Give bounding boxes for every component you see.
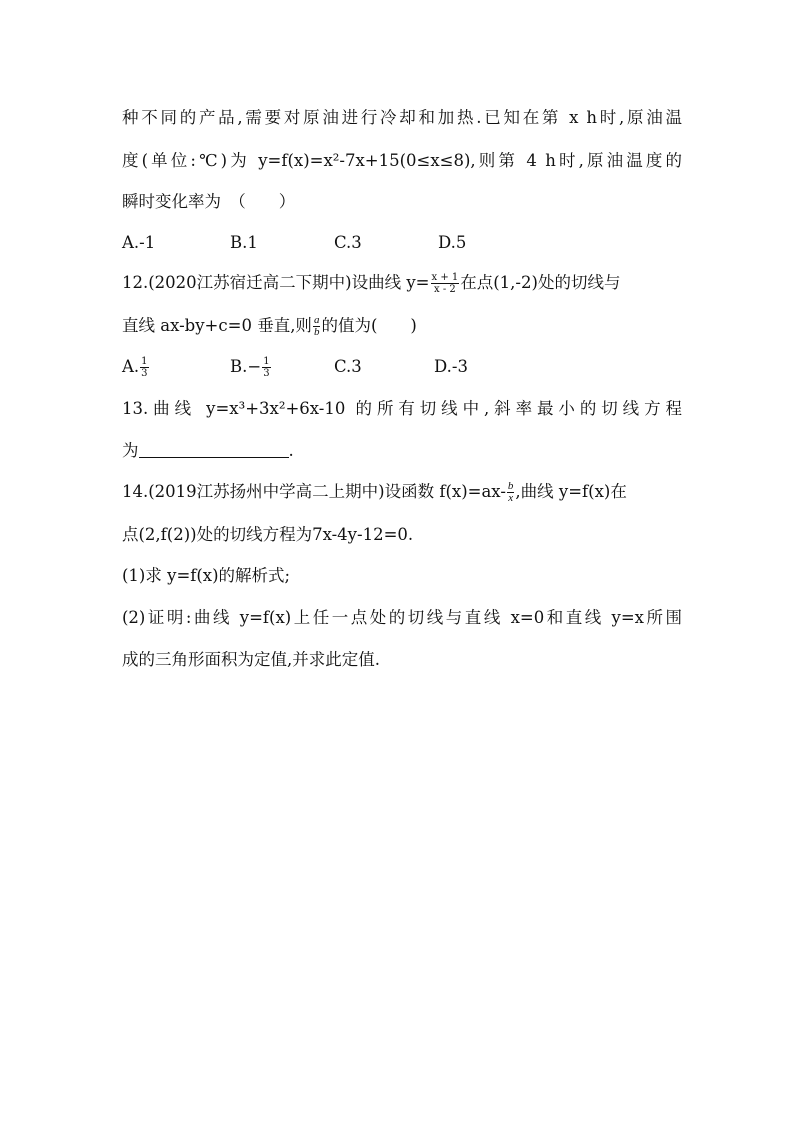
q12-option-b-numerator: 1 — [263, 356, 270, 367]
q12-option-a — [122, 356, 150, 379]
q14-part2-line1: (2)证明:曲线 y=f(x)上任一点处的切线与直线 x=0和直线 y=x所围 — [122, 608, 682, 627]
q12-options — [122, 356, 682, 380]
q14-line2: 点(2,f(2))处的切线方程为7x-4y-12=0. — [122, 525, 414, 544]
q12-line2 — [122, 315, 682, 338]
q11-option-d: D.5 — [438, 233, 467, 252]
q14-fraction-denominator: x — [508, 492, 514, 504]
q12-option-c: C.3 — [334, 357, 362, 376]
q13-line2-prefix: 为 — [122, 441, 139, 460]
q14-line1-prefix: 14.(2019江苏扬州中学高二上期中)设函数 f(x)=ax- — [122, 482, 506, 501]
q13-line1: 13.曲线 y=x³+3x²+6x-10 的所有切线中,斜率最小的切线方程 — [122, 399, 682, 418]
q12-option-a-denominator: 3 — [141, 368, 148, 379]
q12-option-b — [230, 356, 272, 379]
q12-option-a-fraction — [140, 356, 148, 379]
q12-option-d: D.-3 — [434, 357, 468, 376]
q12-fraction-denominator: x - 2 — [434, 284, 456, 295]
q12-option-b-denominator: 3 — [263, 368, 270, 379]
q11-options — [122, 232, 682, 254]
q12-option-b-label: B.− — [230, 357, 262, 376]
q12-line1-prefix: 12.(2020江苏宿迁高二下期中)设曲线 y= — [122, 273, 430, 292]
q11-option-b: B.1 — [230, 233, 258, 252]
q12-option-a-label: A. — [122, 357, 140, 376]
q12-line1 — [122, 272, 682, 295]
q14-part1: (1)求 y=f(x)的解析式; — [122, 566, 291, 585]
q11-option-a: A.-1 — [122, 233, 156, 252]
q12-option-b-fraction — [262, 356, 270, 379]
q12-fraction-numerator: x + 1 — [431, 272, 459, 283]
q12-curve-fraction — [431, 272, 460, 295]
q12-ratio-fraction — [313, 315, 321, 338]
q12-ratio-denominator: b — [313, 326, 320, 338]
q12-line1-suffix: 在点(1,-2)处的切线与 — [460, 273, 621, 292]
q12-line2-prefix: 直线 ax-by+c=0 垂直,则 — [122, 316, 312, 335]
q13-line2 — [122, 440, 682, 462]
q11-option-c: C.3 — [334, 233, 362, 252]
q14-fraction-numerator: b — [507, 480, 514, 492]
q14-b-over-x-fraction — [507, 481, 515, 504]
q14-part2-line2: 成的三角形面积为定值,并求此定值. — [122, 650, 380, 669]
q11-line1: 种不同的产品,需要对原油进行冷却和加热.已知在第 x h时,原油温 — [122, 108, 682, 127]
q13-line2-suffix: . — [288, 441, 294, 460]
q11-line3: 瞬时变化率为 （ ） — [122, 192, 296, 211]
q14-line1-suffix: ,曲线 y=f(x)在 — [515, 482, 627, 501]
q12-ratio-numerator: a — [313, 314, 320, 326]
q12-line2-suffix: 的值为( ) — [321, 316, 417, 335]
q11-line2: 度(单位:℃)为 y=f(x)=x²-7x+15(0≤x≤8),则第 4 h时,原油温度的 — [122, 151, 682, 170]
q14-line1 — [122, 481, 682, 504]
q13-answer-blank[interactable] — [139, 441, 289, 458]
q12-option-a-numerator: 1 — [141, 356, 148, 367]
